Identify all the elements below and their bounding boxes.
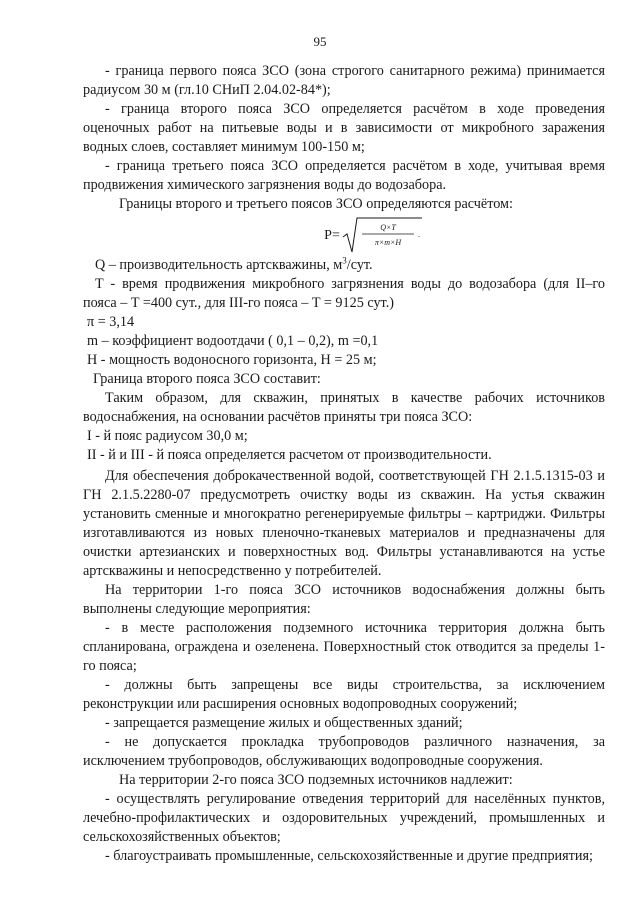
paragraph-q-definition: Q – производительность артскважины, $м^3$/сут.: [95, 255, 373, 273]
paragraph-zone2-result: Граница второго пояса ЗСО составит:: [93, 371, 321, 387]
paragraph-h-definition: H - мощность водоносного горизонта, H = 25 м;: [87, 352, 377, 368]
svg-text:.: .: [417, 230, 420, 239]
paragraph-zone1-measures: На территории 1-го пояса ЗСО источников водоснабжения должны быть выполнены следующие мероприятия:: [83, 582, 605, 617]
formula-numerator: Q×T: [380, 223, 396, 232]
paragraph-zone2-boundary: - граница второго пояса ЗСО определяется расчётом в ходе проведения оценочных работ на питьевые воды и в зависимости от микробного заражения водных слоев, составляет минимум 100-150 м;: [83, 101, 605, 155]
paragraph-zone1-measure-construction: - должны быть запрещены все виды строительства, за исключением реконструкции или расширения основных водопроводных сооружений;: [83, 677, 605, 712]
radius-formula: [143, 214, 605, 256]
paragraph-zone2-measures: На территории 2-го пояса ЗСО подземных источников надлежит:: [119, 772, 513, 788]
paragraph-zone2-3-calc: II - й и III - й пояса определяется расчетом от производительности.: [87, 447, 492, 463]
paragraph-zone1-measure-buildings: - запрещается размещение жилых и общественных зданий;: [105, 715, 463, 731]
paragraph-zone1-boundary: - граница первого пояса ЗСО (зона строгого санитарного режима) принимается радиусом 30 м (гл.10 СНиП 2.04.02-84*);: [83, 63, 605, 98]
paragraph-zone1-measure-planning: - в месте расположения подземного источника территория должна быть спланирована, ограждена и озеленена. Поверхностный сток отводится за пределы 1-го пояса;: [83, 620, 605, 674]
paragraph-water-treatment: Для обеспечения доброкачественной водой, соответствующей ГН 2.1.5.1315-03 и ГН 2.1.5.2280-07 предусмотреть очистку воды из скважин. На устья скважин установить сменные и многократно регенерируемые фильтры – картриджи. Фильтры изготавливаются из новых пленочно-тканевых материалов и предназначены для очистки артезианских и поверхностных вод. Фильтры устанавливаются на устье артскважины и непосредственно у потребителей.: [83, 468, 605, 579]
page-number: 95: [313, 34, 327, 49]
paragraph-m-definition: m – коэффициент водоотдачи ( 0,1 – 0,2), m =0,1: [87, 333, 379, 349]
paragraph-zone1-radius: I - й пояс радиусом 30,0 м;: [87, 428, 248, 444]
paragraph-conclusion: Таким образом, для скважин, принятых в качестве рабочих источников водоснабжения, на основании расчётов приняты три пояса ЗСО:: [83, 390, 605, 425]
paragraph-calc-intro: Границы второго и третьего поясов ЗСО определяются расчётом:: [119, 196, 513, 212]
paragraph-zone3-boundary: - граница третьего пояса ЗСО определяется расчётом в ходе, учитывая время продвижения химического загрязнения воды до водозабора.: [83, 158, 605, 193]
page-body: [83, 62, 605, 866]
formula-sqrt-fraction: [342, 215, 424, 255]
paragraph-t-definition: T - время продвижения микробного загрязнения воды до водозабора (для II–го пояса – T =400 сут., для III-го пояса – T = 9125 сут.): [83, 276, 605, 311]
paragraph-zone2-measure-land: - осуществлять регулирование отведения территорий для населённых пунктов, лечебно-профилактических и оздоровительных учреждений, промышленных и сельскохозяйственных объектов;: [83, 791, 605, 845]
formula-lhs: P=: [324, 227, 340, 243]
paragraph-zone1-measure-pipelines: - не допускается прокладка трубопроводов различного назначения, за исключением трубопроводов, обслуживающих водопроводные сооружения.: [83, 734, 605, 769]
paragraph-zone2-measure-enterprises: - благоустраивать промышленные, сельскохозяйственные и другие предприятия;: [105, 848, 593, 864]
paragraph-pi-definition: π = 3,14: [87, 314, 135, 330]
formula-denominator: π×m×H: [374, 238, 402, 247]
